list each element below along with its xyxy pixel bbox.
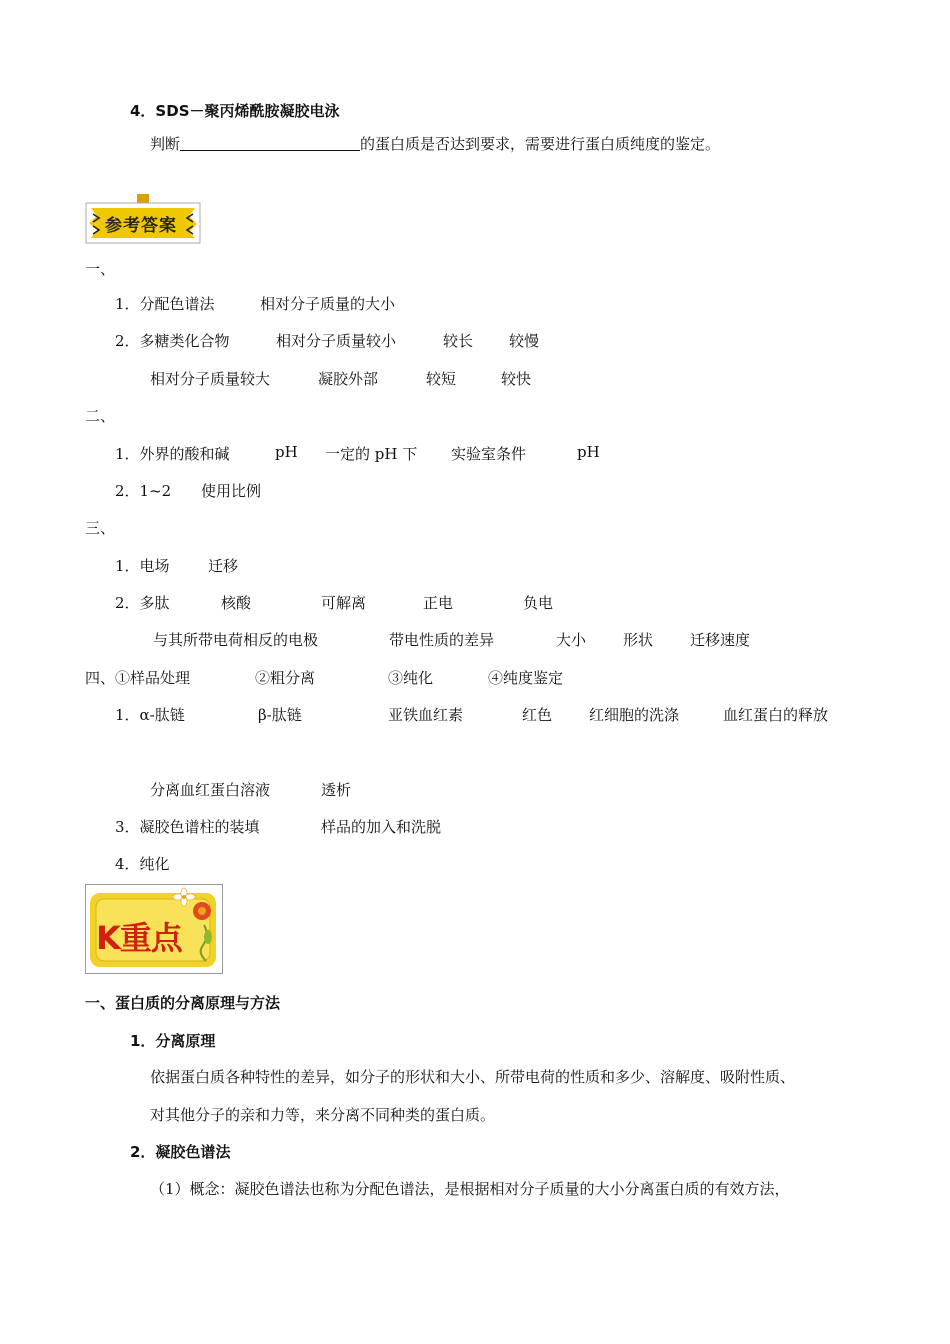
answer-item: 较短 bbox=[426, 370, 457, 388]
answer-item: 四、①样品处理 bbox=[85, 669, 191, 687]
answer-banner-label: 参考答案 bbox=[105, 216, 177, 236]
key-section-1-title: 1．分离原理 bbox=[130, 1032, 216, 1050]
answer-banner bbox=[85, 194, 201, 244]
answer-item: 样品的加入和洗脱 bbox=[321, 818, 442, 836]
answer-item: β-肽链 bbox=[258, 706, 302, 724]
answer-item: 亚铁血红素 bbox=[388, 706, 464, 724]
answer-item: 2．多肽 bbox=[115, 594, 170, 612]
answer-item: 较慢 bbox=[509, 332, 540, 350]
answer-item: ②粗分离 bbox=[255, 669, 316, 687]
answer-item: 红色 bbox=[522, 706, 553, 724]
answer-item: 使用比例 bbox=[201, 482, 262, 500]
answer-item: 较长 bbox=[443, 332, 474, 350]
answer-item: 3．凝胶色谱柱的装填 bbox=[115, 818, 260, 836]
answer-item: 2．1~2 bbox=[115, 482, 172, 500]
answer-item: 红细胞的洗涤 bbox=[589, 706, 680, 724]
answer-item: 相对分子质量较大 bbox=[150, 370, 271, 388]
answer-item: 较快 bbox=[501, 370, 532, 388]
answer-item: 迁移速度 bbox=[690, 631, 751, 649]
answer-heading-3: 三、 bbox=[85, 519, 116, 537]
answer-item: 1．α-肽链 bbox=[115, 706, 185, 724]
key-section-1-paragraph-1: 依据蛋白质各种特性的差异，如分子的形状和大小、所带电荷的性质和多少、溶解度、吸附性质、 bbox=[150, 1068, 796, 1086]
section-4-title: 4．SDS－聚丙烯酰胺凝胶电泳 bbox=[130, 102, 340, 120]
answer-item: 相对分子质量的大小 bbox=[260, 295, 396, 313]
answer-item: pH bbox=[275, 443, 298, 461]
key-section-2-paragraph-1: （1）概念：凝胶色谱法也称为分配色谱法，是根据相对分子质量的大小分离蛋白质的有效方法， bbox=[150, 1180, 790, 1198]
answer-item: 带电性质的差异 bbox=[389, 631, 495, 649]
answer-item: 可解离 bbox=[321, 594, 367, 612]
answer-item: 核酸 bbox=[221, 594, 252, 612]
answer-item: 1．电场 bbox=[115, 557, 170, 575]
key-points-label: K重点 bbox=[96, 919, 182, 957]
answer-heading-2: 二、 bbox=[85, 407, 116, 425]
answer-item: 血红蛋白的释放 bbox=[723, 706, 829, 724]
answer-item: 迁移 bbox=[208, 557, 239, 575]
answer-item: 形状 bbox=[623, 631, 654, 649]
answer-item: 透析 bbox=[321, 781, 352, 799]
section-4-line bbox=[150, 133, 720, 154]
answer-item: 相对分子质量较小 bbox=[276, 332, 397, 350]
answer-item: 分离血红蛋白溶液 bbox=[150, 781, 271, 799]
answer-item: 2．多糖类化合物 bbox=[115, 332, 230, 350]
answer-row-d4: 4．纯化 bbox=[115, 855, 170, 873]
answer-item: ④纯度鉴定 bbox=[488, 669, 564, 687]
answer-item: 凝胶外部 bbox=[318, 370, 379, 388]
section-4-line-post: 的蛋白质是否达到要求，需要进行蛋白质纯度的鉴定。 bbox=[360, 135, 721, 153]
key-points-banner bbox=[85, 884, 223, 974]
answer-item: 正电 bbox=[423, 594, 454, 612]
answer-item: 负电 bbox=[523, 594, 554, 612]
key-section-2-title: 2．凝胶色谱法 bbox=[130, 1143, 231, 1161]
answer-item: ③纯化 bbox=[388, 669, 434, 687]
answer-item: 1．外界的酸和碱 bbox=[115, 445, 230, 463]
fill-in-blank bbox=[180, 136, 360, 151]
answer-item: 与其所带电荷相反的电极 bbox=[153, 631, 319, 649]
answer-item: 一定的 pH 下 bbox=[325, 445, 418, 463]
answer-heading-1: 一、 bbox=[85, 260, 116, 278]
key-section-1-paragraph-2: 对其他分子的亲和力等，来分离不同种类的蛋白质。 bbox=[150, 1106, 496, 1124]
key-title: 一、蛋白质的分离原理与方法 bbox=[85, 994, 281, 1012]
answer-item: 大小 bbox=[556, 631, 587, 649]
section-4-line-pre: 判断 bbox=[150, 135, 181, 153]
answer-item: 1．分配色谱法 bbox=[115, 295, 215, 313]
answer-item: 实验室条件 bbox=[451, 445, 527, 463]
answer-item: pH bbox=[577, 443, 600, 461]
